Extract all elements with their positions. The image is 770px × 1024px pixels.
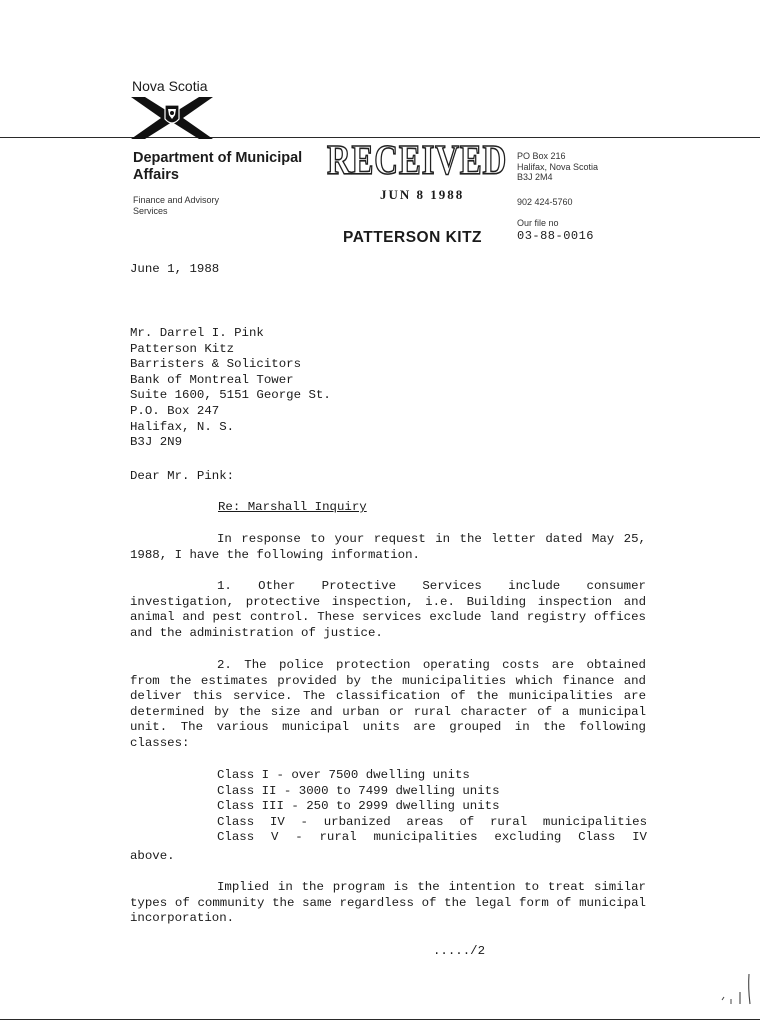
intro-paragraph: In response to your request in the letter dated May 25, 1988, I have the following information. xyxy=(130,532,646,562)
province-name: Nova Scotia xyxy=(132,78,208,94)
class-list-tail: above. xyxy=(130,849,175,863)
stamp-date: JUN 8 1988 xyxy=(380,187,465,202)
nova-scotia-flag-logo xyxy=(131,97,213,139)
file-number: 03-88-0016 xyxy=(517,229,595,243)
class-list-item: Class V - rural municipalities excluding Class IV xyxy=(217,830,647,845)
paragraph-program-intent: Implied in the program is the intention to treat similar types of community the same regardless of the legal form of municipal incorporation. xyxy=(130,880,646,926)
division-name: Finance and Advisory Services xyxy=(133,195,220,216)
received-stamp xyxy=(322,130,512,188)
recipient-address xyxy=(130,326,646,451)
recipient-line: Barristers & Solicitors xyxy=(130,357,302,372)
file-number-label: Our file no xyxy=(517,218,559,228)
continued-marker: ...../2 xyxy=(433,944,486,958)
address-line: Halifax, Nova Scotia xyxy=(517,161,599,172)
class-list xyxy=(217,768,647,846)
class-list-item: Class I - over 7500 dwelling units xyxy=(217,768,470,782)
department-title: Department of Municipal Affairs xyxy=(133,150,303,183)
phone-number: 902 424-5760 xyxy=(517,197,573,207)
paragraph-other-protective-services: 1. Other Protective Services include consumer investigation, protective inspection, i.e. Building inspection and animal and pest control. These services exclude land registry offices and the administration of justice. xyxy=(130,579,646,640)
recipient-line: Bank of Montreal Tower xyxy=(130,372,294,387)
class-list-item: Class II - 3000 to 7499 dwelling units xyxy=(217,783,500,798)
mailing-address xyxy=(517,151,657,183)
recipient-line: Mr. Darrel I. Pink xyxy=(130,326,264,340)
address-line: B3J 2M4 xyxy=(517,172,553,182)
class-list-item: Class III - 250 to 2999 dwelling units xyxy=(217,799,500,814)
recipient-line: Halifax, N. S. xyxy=(130,419,235,434)
stamp-firm-name: PATTERSON KITZ xyxy=(343,229,483,246)
handwritten-marks xyxy=(718,970,758,1010)
recipient-line: Suite 1600, 5151 George St. xyxy=(130,388,331,403)
recipient-line: B3J 2N9 xyxy=(130,435,183,450)
class-list-item: Class IV - urbanized areas of rural municipalities xyxy=(217,814,647,829)
recipient-line: P.O. Box 247 xyxy=(130,403,220,418)
paragraph-police-protection-costs: 2. The police protection operating costs are obtained from the estimates provided by the municipalities which finance and deliver this service. The classification of the municipalities are determined by the size and urban or rural character of a municipal unit. The various municipal units are grouped in the following classes: xyxy=(130,658,646,750)
recipient-line: Patterson Kitz xyxy=(130,341,235,356)
address-line: PO Box 216 xyxy=(517,151,566,161)
salutation: Dear Mr. Pink: xyxy=(130,469,235,483)
letter-date: June 1, 1988 xyxy=(130,262,220,276)
subject-line: Re: Marshall Inquiry xyxy=(218,500,367,514)
page-bottom-edge xyxy=(0,1019,760,1020)
stamp-word: RECEIVED xyxy=(327,138,507,184)
